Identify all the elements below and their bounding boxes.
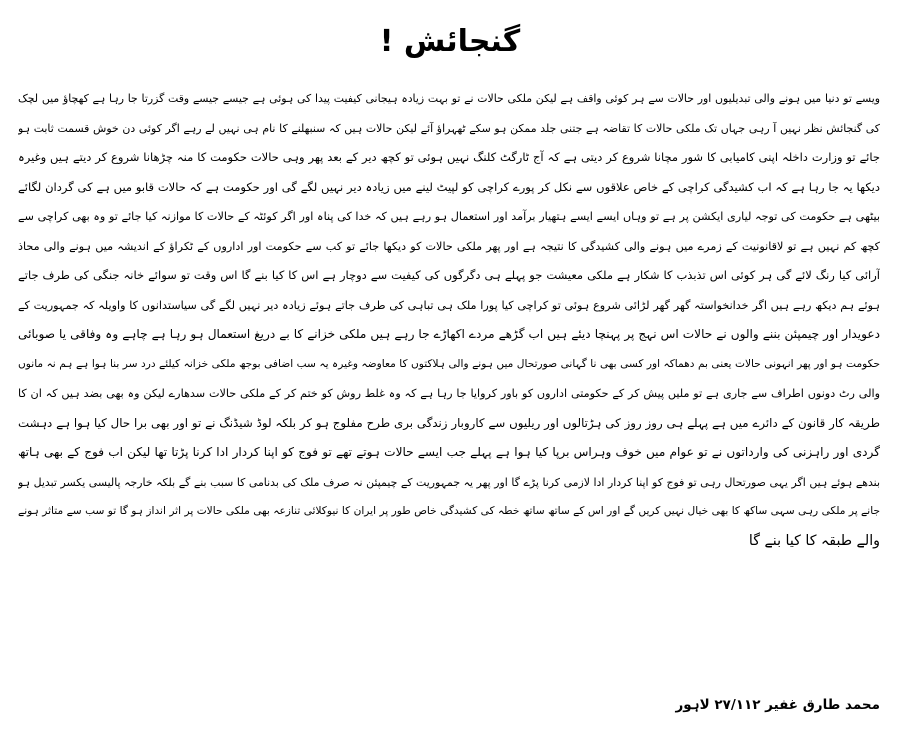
body-line: آرائی کیا رنگ لائے گی ہر کوئی اس تذبذب کا شکار ہے ملکی معیشت جو پہلے ہی دگرگوں کی کیفیت سے دوچار ہے اس کا کیا بنے گا اس وقت تو سوائے خانہ جنگی کی طرف جاتے (18, 268, 880, 282)
body-line: دعویدار اور چیمپئن بننے والوں نے حالات اس نہج پر پہنچا دیئے ہیں اب گڑھے مردے اکھاڑے جا رہے ہیں ملکی خزانے کا بے دریغ استعمال ہو رہا ہے چاہے وہ وفاقی یا صوبائی (18, 327, 880, 341)
body-line: بندھے ہوئے ہیں اگر یہی صورتحال رہی تو فوج کو اپنا کردار ادا لازمی کرنا پڑے گا اور پھر یہ جمہوریت کے چیمپئن نہ صرف ملک کی بدنامی کا سبب بنے گے بلکہ خارجہ پالیسی یکسر تبدیل ہو (18, 475, 880, 489)
body-line: دیکھا یہ جا رہا ہے کہ اب کشیدگی کراچی کے خاص علاقوں سے نکل کر پورے کراچی کو لپیٹ لینے میں زیادہ دیر نہیں لگے گی اور حکومت ہے کہ حالات قابو میں ہے کی گردان لگائے (18, 179, 880, 194)
body-line: حکومت ہو اور پھر انہونی حالات یعنی بم دھماکہ اور کسی بھی نا گہانی صورتحال میں ہونے والی ہلاکتوں کا معاوضہ وغیرہ یہ سب اضافی بوجھ ملکی خزانہ کیلئے درد سر بنا ہوا ہے ہم نہ مانوں (18, 357, 880, 370)
author-signature: محمد طارق غفیر ۲۷/۱۱۲ لاہور (675, 697, 880, 713)
body-line: کچھ کم نہیں ہے تو لاقانونیت کے زمرے میں ہونے والی کشیدگی کا نتیجہ ہے اور پھر ملکی حالات کو دیکھا جائے تو کب سے حکومت اور اداروں کے ٹکراؤ کے اندیشہ میں ہونے والی محاذ (18, 239, 880, 253)
body-line-last: والے طبقہ کا کیا بنے گا (748, 532, 880, 549)
body-line: طریقہ کار قانون کے دائرے میں ہے پہلے ہی روز روز کی ہڑتالوں اور ریلیوں سے کاروبار زندگی بری طرح مفلوج ہو کر بلکہ لوڈ شیڈنگ نے تو اور بھی برا حال کیا ہوا ہے دہشت (18, 415, 880, 430)
article-title: گنجائش ! (379, 24, 521, 59)
body-line: جانے پر ملکی رہی سہی ساکھ کا بھی خیال نہیں کریں گے اور اس کے ساتھ ساتھ خطہ کی کشیدگی خاص طور پر ایران کا نیوکلائی تنازعہ بھی ملکی حالات پر اثر انداز ہو گا تو سب سے متاثر ہونے (18, 505, 880, 517)
body-line: ویسے تو دنیا میں ہونے والی تبدیلیوں اور حالات سے ہر کوئی واقف ہے لیکن ملکی حالات نے تو بہت زیادہ ہیجانی کیفیت پیدا کی ہوئی ہے جیسے جیسے وقت گزرتا جا رہا ہے کھچاؤ میں لچک (18, 92, 880, 105)
body-line: کی گنجائش نظر نہیں آ رہی جہاں تک ملکی حالات کا تقاضہ ہے جتنی جلد ممکن ہو سکے ٹھہراؤ آئے لیکن حالات ہیں کہ سنبھلنے کا نام ہی نہیں لے رہے اگر کوئی دن خوش قسمت ثابت ہو (18, 121, 880, 135)
article-body (18, 84, 880, 556)
body-line: جائے تو وزارت داخلہ اپنی کامیابی کا شور مچانا شروع کر دیتی ہے کہ آج ٹارگٹ کلنگ نہیں ہوئی تو کچھ دیر کے بعد پھر وہی حالات حکومت کا منہ چڑھانا شروع کر دیتے ہیں وغیرہ (18, 150, 880, 164)
body-line: بیٹھی ہے حکومت کی توجہ لیاری ایکشن پر ہے تو وہاں ایسے ایسے ہتھیار برآمد اور استعمال ہو رہے ہیں کہ خدا کی پناہ اور اگر کوئٹہ کے حالات کا موازنہ کیا جائے تو وہ بھی کراچی سے (18, 210, 880, 223)
body-line: والی رٹ دونوں اطراف سے جاری ہے تو ملیں پیش کر کے حکومتی اداروں کو باور کروایا جا رہا ہے کہ وہ غلط روش کو ختم کر کے ملکی حالات سدھارے لیکن وہ بھی بضد ہیں کہ ان کا (18, 387, 880, 400)
body-line: ہوئے ہم دیکھ رہے ہیں اگر خدانخواستہ گھر گھر لڑائی شروع ہوئی تو کراچی کیا پورا ملک ہی تباہی کی طرف جاتے ہوئے زیادہ دیر نہیں لگے گی سیاستدانوں کا واویلہ کہ جمہوریت کے (18, 298, 880, 312)
body-line: گردی اور راہزنی کی وارداتوں نے تو عوام میں خوف وہراس برپا کیا ہوا ہے پہلے جب ایسے حالات ہوتے تھے تو فوج کو اپنا کردار ادا کرنا پڑتا تھا لیکن اب فوج کے بھی ہاتھ (18, 445, 880, 459)
